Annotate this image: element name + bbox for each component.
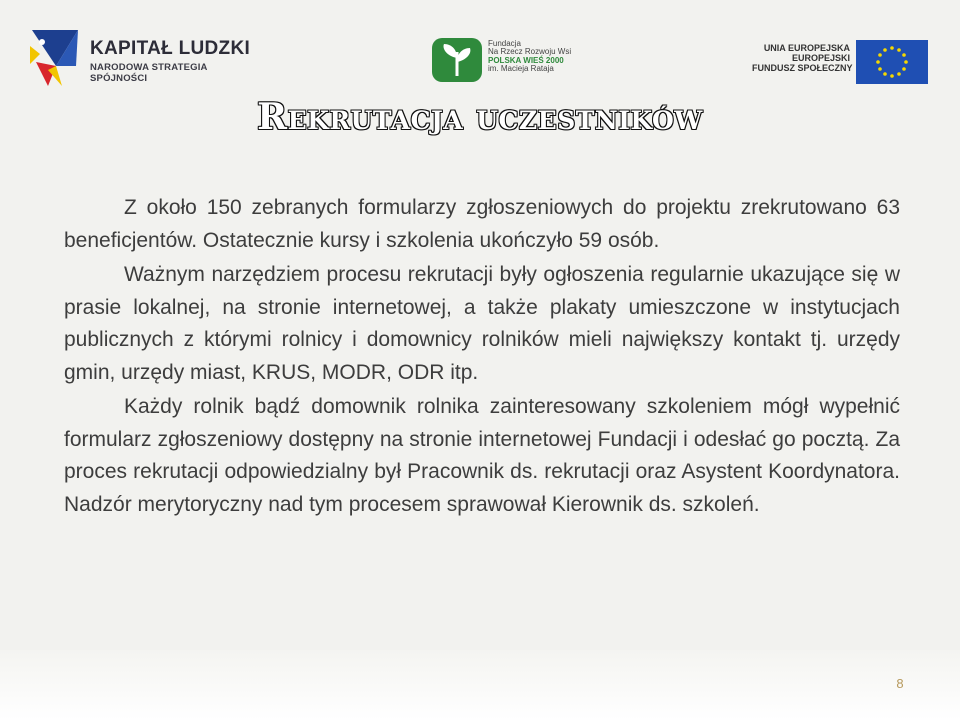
kapital-ludzki-title: KAPITAŁ LUDZKI — [90, 38, 251, 59]
paragraph-1: Z około 150 zebranych formularzy zgłoszeniowych do projektu zrekrutowano 63 beneficjentów. Ostatecznie kursy i szkolenia ukończyło 59 osób. — [64, 196, 900, 252]
eu-line-3: FUNDUSZ SPOŁECZNY — [752, 62, 853, 73]
eu-logo — [752, 40, 932, 84]
eu-flag-icon — [856, 40, 928, 84]
kapital-ludzki-emblem-icon — [26, 26, 84, 90]
eu-line-2: EUROPEJSKI — [791, 52, 850, 63]
kapital-ludzki-logo — [26, 26, 266, 90]
body-text — [64, 192, 900, 521]
paragraph-2: Ważnym narzędziem procesu rekrutacji były ogłoszenia regularnie ukazujące się w prasie lokalnej, na stronie internetowej, a także plakaty umieszczone w instytucjach publicznych z którymi rolnicy i domownicy rolników mieli największy kontakt tj. urzędy gmin, urzędy miast, KRUS, MODR, ODR itp. — [64, 263, 900, 384]
fundacja-line-4: im. Macieja Rataja — [488, 64, 554, 74]
sprout-icon — [432, 38, 486, 82]
kapital-ludzki-subtitle: NARODOWA STRATEGIA SPÓJNOŚCI — [90, 62, 208, 84]
fundacja-line-2: Na Rzecz Rozwoju Wsi — [488, 47, 572, 57]
page-number: 8 — [896, 676, 904, 691]
fundacja-logo — [432, 38, 602, 82]
page-title: Rekrutacja uczestników — [257, 96, 703, 138]
fundacja-line-1: Fundacja — [488, 39, 521, 48]
fundacja-line-3: POLSKA WIEŚ 2000 — [488, 55, 564, 65]
eu-line-1: UNIA EUROPEJSKA — [763, 43, 850, 53]
footer-band — [0, 650, 960, 720]
paragraph-3: Każdy rolnik bądź domownik rolnika zainteresowany szkoleniem mógł wypełnić formularz zgłoszeniowy dostępny na stronie internetowej Fundacji i odesłać go pocztą. Za proces rekrutacji odpowiedzialny był Pracownik ds. rekrutacji oraz Asystent Koordynatora. Nadzór merytoryczny nad tym procesem sprawował Kierownik ds. szkoleń. — [64, 395, 900, 516]
